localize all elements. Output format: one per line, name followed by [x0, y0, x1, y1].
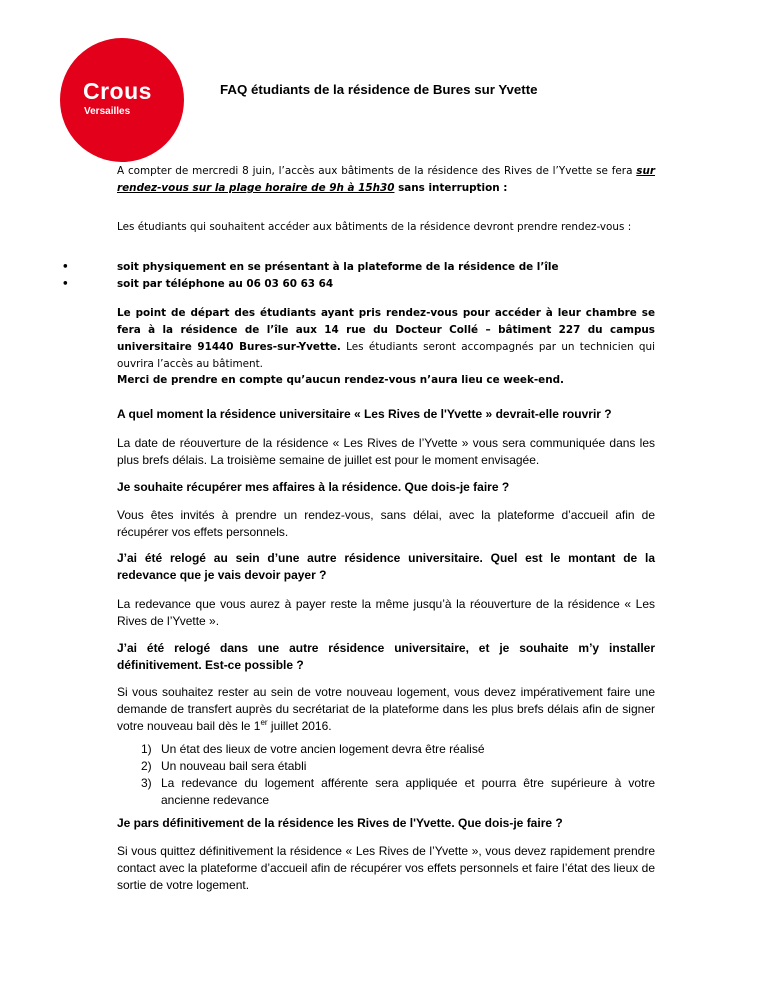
step-text: Un nouveau bail sera établi	[161, 759, 307, 773]
transfer-steps	[141, 741, 655, 809]
intro-end: sans interruption :	[394, 182, 508, 194]
logo-brand: Crous	[83, 78, 152, 104]
list-item	[141, 775, 655, 809]
list-item	[141, 758, 655, 775]
step-number: 3)	[141, 776, 152, 790]
list-item: • soit par téléphone au 06 03 60 63 64	[62, 276, 662, 293]
meeting-note: Les étudiants seront accompagnés par un technicien qui ouvrira l’accès au bâtiment.	[117, 341, 655, 370]
faq-answer: Vous êtes invités à prendre un rendez-vous, sans délai, avec la plateforme d’accueil afin de récupérer vos effets personnels.	[117, 508, 655, 539]
faq-question: J’ai été relogé dans une autre résidence universitaire, et je souhaite m’y installer définitivement. Est-ce possible ?	[117, 641, 655, 672]
appointment-options	[62, 259, 662, 293]
crous-logo	[60, 38, 184, 162]
weekend-note: Merci de prendre en compte qu’aucun rendez-vous n’aura lieu ce week-end.	[117, 374, 564, 386]
meeting-paragraph	[117, 305, 655, 373]
intro-paragraph	[117, 163, 655, 197]
step-text: La redevance du logement afférente sera appliquée et pourra être supérieure à votre ancienne redevance	[161, 776, 655, 807]
faq-answer: La date de réouverture de la résidence « Les Rives de l’Yvette » vous sera communiquée dans les plus brefs délais. La troisième semaine de juillet est pour le moment envisagée.	[117, 436, 655, 467]
step-number: 2)	[141, 759, 152, 773]
step-number: 1)	[141, 742, 152, 756]
appointment-intro: Les étudiants qui souhaitent accéder aux bâtiments de la résidence devront prendre rendez-vous :	[117, 221, 632, 233]
faq-question: Je pars définitivement de la résidence les Rives de l'Yvette. Que dois-je faire ?	[117, 816, 563, 830]
superscript: er	[260, 718, 268, 727]
intro-schedule: sur rendez-vous sur la plage horaire de 9h à 15h30	[117, 165, 655, 194]
faq-answer: Si vous quittez définitivement la résidence « Les Rives de l’Yvette », vous devez rapidement prendre contact avec la plateforme d’accueil afin de récupérer vos effets personnels et faire l’état des lieux de sortie de votre logement.	[117, 844, 655, 892]
meeting-location: Le point de départ des étudiants ayant pris rendez-vous pour accéder à leur chambre se fera à la résidence de l’île aux 14 rue du Docteur Collé – bâtiment 227 du campus universitaire 91440 Bures-sur-Yvette.	[117, 307, 655, 353]
faq-answer: La redevance que vous aurez à payer reste la même jusqu’à la réouverture de la résidence « Les Rives de l’Yvette ».	[117, 597, 655, 628]
page-title: FAQ étudiants de la résidence de Bures sur Yvette	[220, 82, 538, 97]
faq-question: Je souhaite récupérer mes affaires à la résidence. Que dois-je faire ?	[117, 480, 510, 494]
faq-question: J’ai été relogé au sein d’une autre résidence universitaire. Quel est le montant de la redevance que je vais devoir payer ?	[117, 551, 655, 582]
list-item	[141, 741, 655, 758]
list-item: • soit physiquement en se présentant à la plateforme de la résidence de l’île	[62, 259, 662, 276]
intro-text: A compter de mercredi 8 juin, l’accès aux bâtiments de la résidence des Rives de l’Yvette se fera	[117, 165, 637, 177]
logo-city: Versailles	[84, 106, 131, 117]
answer-date: juillet 2016.	[267, 719, 332, 733]
answer-text: Si vous souhaitez rester au sein de votre nouveau logement, vous devez impérativement faire une demande de transfert auprès du secrétariat de la plateforme dans les plus brefs délais afin de signer votre nouveau bail dès le 1	[117, 685, 655, 733]
faq-question: A quel moment la résidence universitaire « Les Rives de l'Yvette » devrait-elle rouvrir ?	[117, 407, 612, 421]
step-text: Un état des lieux de votre ancien logement devra être réalisé	[161, 742, 485, 756]
faq-answer	[117, 684, 655, 735]
